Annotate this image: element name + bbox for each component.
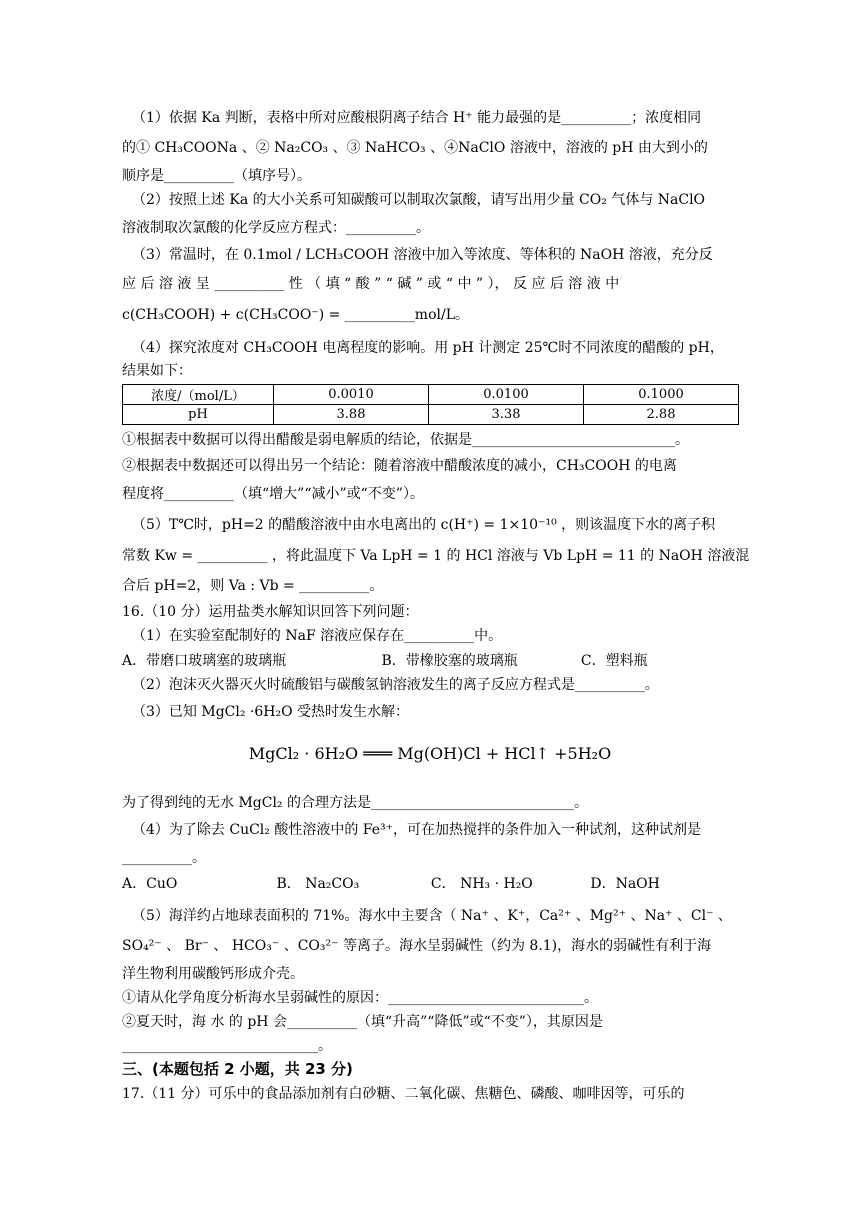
- q15-part1-line3: 顺序是__________（填序号）。: [122, 168, 311, 184]
- q16-part5-sub2-line2: ____________________________。: [122, 1038, 332, 1054]
- q15-part1-line2: 的① CH₃COONa 、② Na₂CO₃ 、③ NaHCO₃ 、④NaClO 溶液中，溶液的 pH 由大到小的: [122, 140, 708, 156]
- q16-part5-line2: SO₄²⁻ 、 Br⁻ 、 HCO₃⁻ 、CO₃²⁻ 等离子。海水呈弱碱性（约为 8.1)，海水的弱碱性有利于海: [122, 938, 712, 954]
- q16-title: 16.（10 分）运用盐类水解知识回答下列问题：: [122, 604, 419, 620]
- q16-part5-sub1: ①请从化学角度分析海水呈弱碱性的原因：____________________________。: [122, 990, 598, 1006]
- q16-part5-line1: （5）海洋约占地球表面积的 71%。海水中主要含（ Na⁺ 、K⁺，Ca²⁺ 、Mg²⁺ 、Na⁺ 、Cl⁻ 、: [132, 908, 732, 924]
- q15-part4-line1: （4）探究浓度对 CH₃COOH 电离程度的影响。用 pH 计测定 25℃时不同浓度的醋酸的 pH，: [132, 340, 724, 356]
- table-cell: 2.88: [584, 405, 739, 425]
- q15-part4-line2: 结果如下：: [122, 363, 192, 379]
- q15-part2-line2: 溶液制取次氯酸的化学反应方程式：__________。: [122, 220, 430, 236]
- table-cell: 3.88: [274, 405, 429, 425]
- q15-part3-line3: c(CH₃COOH) + c(CH₃COO⁻) = __________mol/L。: [122, 307, 469, 323]
- q15-part4-sub1: ①根据表中数据可以得出醋酸是弱电解质的结论，依据是_____________________________。: [122, 432, 689, 448]
- q15-part2-line1: （2）按照上述 Ka 的大小关系可知碳酸可以制取次氯酸，请写出用少量 CO₂ 气体与 NaClO: [132, 192, 706, 208]
- acetic-acid-ph-table: [122, 384, 739, 425]
- q16-part5-sub2-line1: ②夏天时，海 水 的 pH 会__________（填“升高”“降低”或“不变”），其原因是: [122, 1014, 603, 1030]
- q16-part2: （2）泡沫灭火器灭火时硫酸铝与碳酸氢钠溶液发生的离子反应方程式是__________。: [132, 677, 659, 693]
- option-c: C．塑料瓶: [580, 653, 648, 669]
- option-b: B．带橡胶塞的玻璃瓶: [381, 653, 518, 669]
- option-d: D．NaOH: [590, 876, 660, 892]
- section-heading: 三、(本题包括 2 小题，共 23 分): [122, 1060, 353, 1078]
- table-cell: 0.1000: [584, 385, 739, 405]
- q15-part4-sub2-line1: ②根据表中数据还可以得出另一个结论：随着溶液中醋酸浓度的减小，CH₃COOH 的电离: [122, 458, 677, 474]
- q16-part1-options: [122, 651, 722, 671]
- hydrolysis-equation: MgCl₂ · 6H₂O ═══ Mg(OH)Cl + HCl↑ +5H₂O: [248, 744, 612, 763]
- q15-part4-sub2-line2: 程度将__________（填“增大”“减小”或“不变”）。: [122, 486, 424, 502]
- q15-part3-line1: （3）常温时，在 0.1mol / LCH₃COOH 溶液中加入等浓度、等体积的 NaOH 溶液，充分反: [132, 247, 713, 263]
- q16-part4-line2: __________。: [122, 850, 206, 866]
- option-a: A．CuO: [122, 876, 178, 892]
- q16-part4-options: [122, 874, 722, 894]
- q15-part5-line3: 合后 pH=2，则 Va : Vb = __________。: [122, 578, 384, 594]
- table-cell: pH: [123, 405, 274, 425]
- q16-part5-line3: 洋生物利用碳酸钙形成介壳。: [122, 966, 304, 982]
- q15-part1-line1: （1）依据 Ka 判断，表格中所对应酸根阴离子结合 H⁺ 能力最强的是__________；浓度相同: [132, 110, 702, 126]
- q16-part3: （3）已知 MgCl₂ ·6H₂O 受热时发生水解：: [132, 704, 410, 720]
- q16-part4-line1: （4）为了除去 CuCl₂ 酸性溶液中的 Fe³⁺，可在加热搅拌的条件加入一种试剂，这种试剂是: [132, 822, 702, 838]
- option-b: B． Na₂CO₃: [276, 876, 360, 892]
- q17-line1: 17.（11 分）可乐中的食品添加剂有白砂糖、二氧化碳、焦糖色、磷酸、咖啡因等，可乐的: [122, 1086, 685, 1102]
- table-cell: 浓度/（mol/L）: [123, 385, 274, 405]
- table-cell: 3.38: [429, 405, 584, 425]
- q16-part1: （1）在实验室配制好的 NaF 溶液应保存在__________中。: [132, 628, 503, 644]
- table-row: [123, 385, 739, 405]
- option-c: C． NH₃ · H₂O: [430, 876, 533, 892]
- table-row: [123, 405, 739, 425]
- q15-part5-line2: 常数 Kw = __________ ，将此温度下 Va LpH = 1 的 HCl 溶液与 Vb LpH = 11 的 NaOH 溶液混: [122, 548, 750, 564]
- q16-part3-after: 为了得到纯的无水 MgCl₂ 的合理方法是_____________________________。: [122, 795, 588, 811]
- q15-part3-line2: 应 后 溶 液 呈 __________ 性 （ 填 “ 酸 ” “ 碱 ” 或 “ 中 ” ）， 反 应 后 溶 液 中: [122, 276, 620, 292]
- option-a: A．带磨口玻璃塞的玻璃瓶: [122, 653, 287, 669]
- table-cell: 0.0010: [274, 385, 429, 405]
- table-cell: 0.0100: [429, 385, 584, 405]
- q15-part5-line1: （5）T℃时，pH=2 的醋酸溶液中由水电离出的 c(H⁺) = 1×10⁻¹⁰ ，则该温度下水的离子积: [132, 517, 716, 533]
